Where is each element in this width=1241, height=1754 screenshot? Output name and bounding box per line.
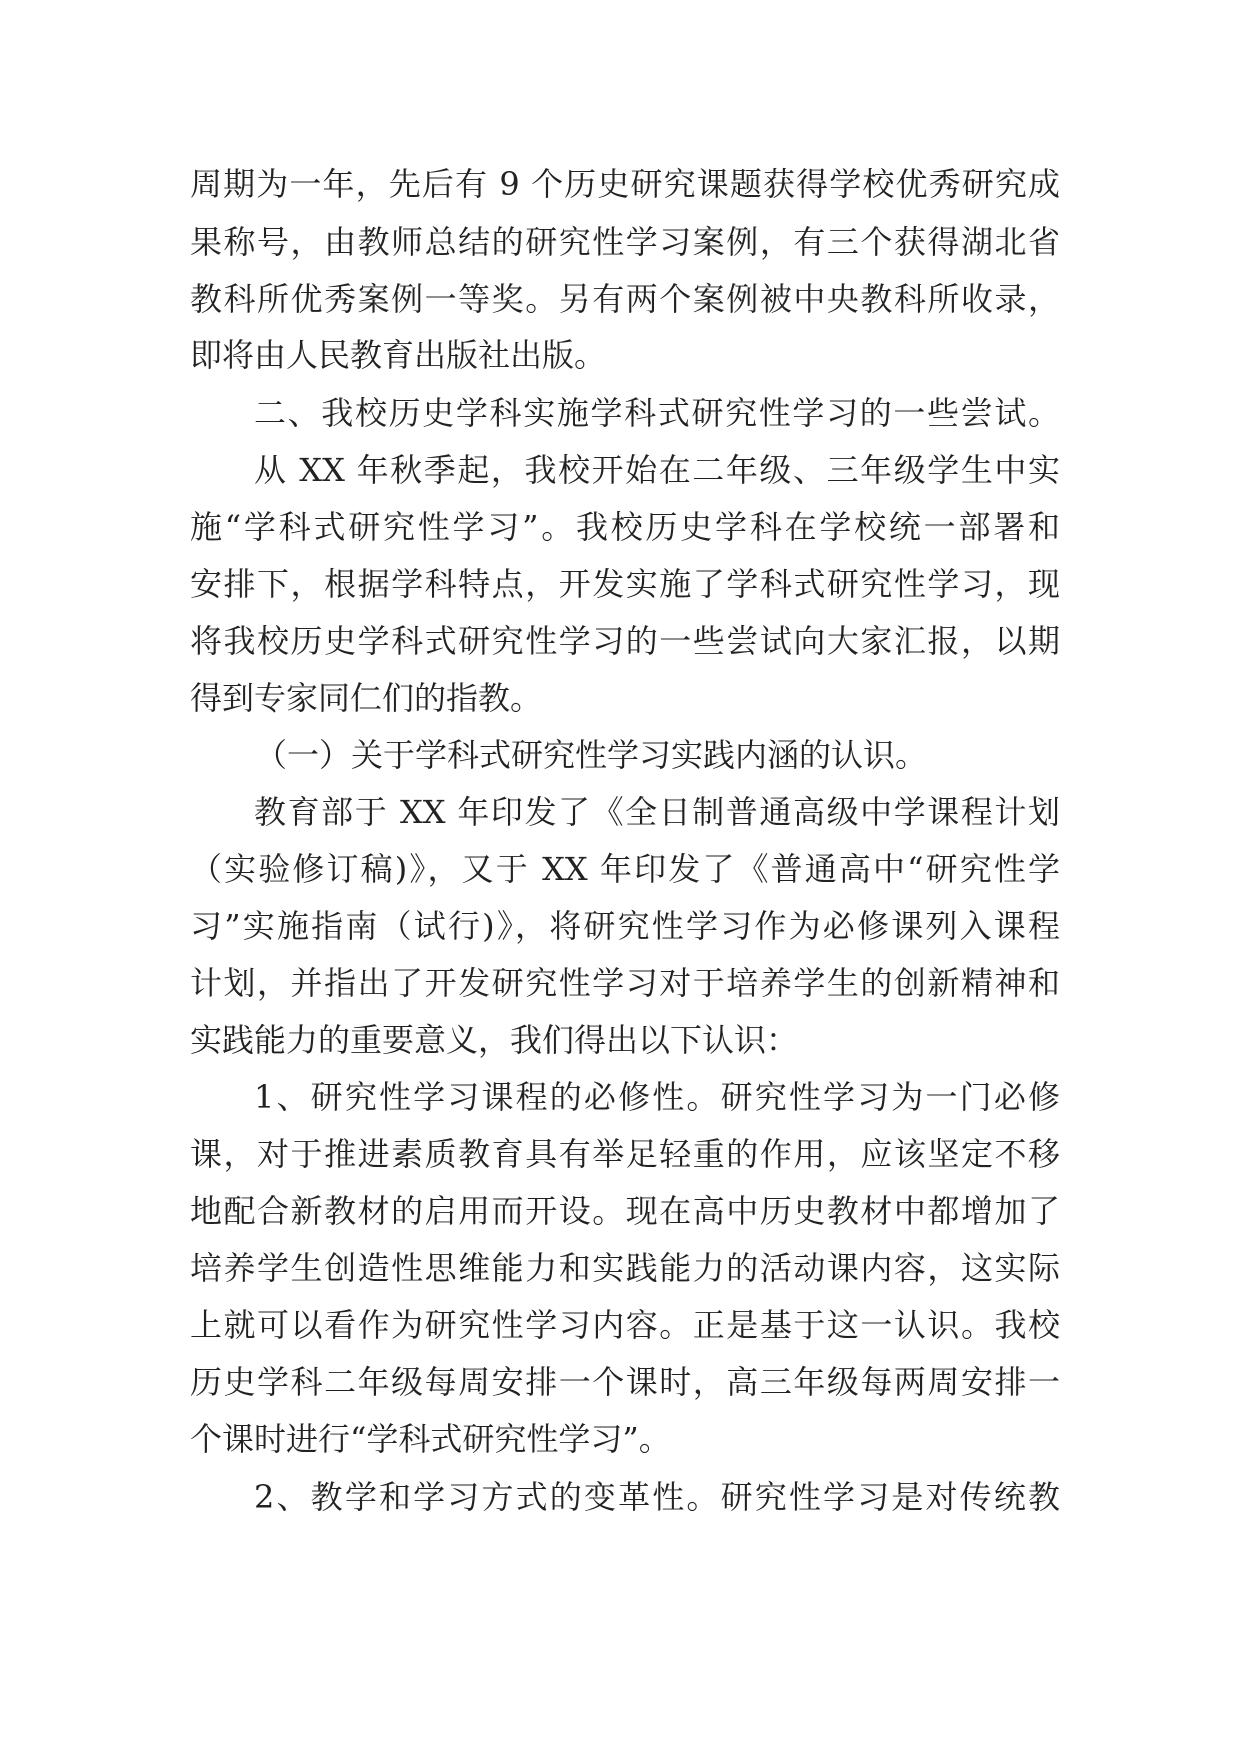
text-line: 得到专家同仁们的指教。 (190, 679, 543, 717)
text-line: 培养学生创造性思维能力和实践能力的活动课内容，这实际 (190, 1249, 1060, 1287)
text-line: 即将由人民教育出版社出版。 (190, 336, 607, 374)
text-line: 施“学科式研究性学习”。我校历史学科在学校统一部署和 (190, 508, 1060, 546)
text-line: 周期为一年，先后有 9 个历史研究课题获得学校优秀研究成 (190, 165, 1060, 203)
text-line: 1、研究性学习课程的必修性。研究性学习为一门必修 (254, 1078, 1060, 1116)
text-line: 计划，并指出了开发研究性学习对于培养学生的创新精神和 (190, 964, 1060, 1002)
subsection-heading: （一）关于学科式研究性学习实践内涵的认识。 (255, 736, 928, 774)
text-line: 上就可以看作为研究性学习内容。正是基于这一认识。我校 (190, 1306, 1060, 1344)
text-line: 实践能力的重要意义，我们得出以下认识： (190, 1021, 799, 1059)
text-line: 从 XX 年秋季起，我校开始在二年级、三年级学生中实 (254, 451, 1060, 489)
section-heading: 二、我校历史学科实施学科式研究性学习的一些尝试。 (254, 394, 1060, 432)
text-line: 个课时进行“学科式研究性学习”。 (190, 1420, 671, 1458)
text-line: 2、教学和学习方式的变革性。研究性学习是对传统教 (254, 1478, 1060, 1516)
text-line: （实验修订稿)》，又于 XX 年印发了《普通高中“研究性学 (190, 850, 1060, 888)
text-line: 果称号，由教师总结的研究性学习案例，有三个获得湖北省 (190, 223, 1060, 261)
text-line: 安排下，根据学科特点，开发实施了学科式研究性学习，现 (190, 565, 1060, 603)
text-line: 地配合新教材的启用而开设。现在高中历史教材中都增加了 (190, 1192, 1060, 1230)
text-line: 习”实施指南（试行)》，将研究性学习作为必修课列入课程 (190, 907, 1060, 945)
text-line: 历史学科二年级每周安排一个课时，高三年级每两周安排一 (190, 1363, 1060, 1401)
text-line: 教科所优秀案例一等奖。另有两个案例被中央教科所收录， (190, 280, 1060, 318)
text-line: 将我校历史学科式研究性学习的一些尝试向大家汇报，以期 (190, 622, 1060, 660)
text-line: 课，对于推进素质教育具有举足轻重的作用，应该坚定不移 (190, 1135, 1060, 1173)
text-line: 教育部于 XX 年印发了《全日制普通高级中学课程计划 (254, 793, 1060, 831)
